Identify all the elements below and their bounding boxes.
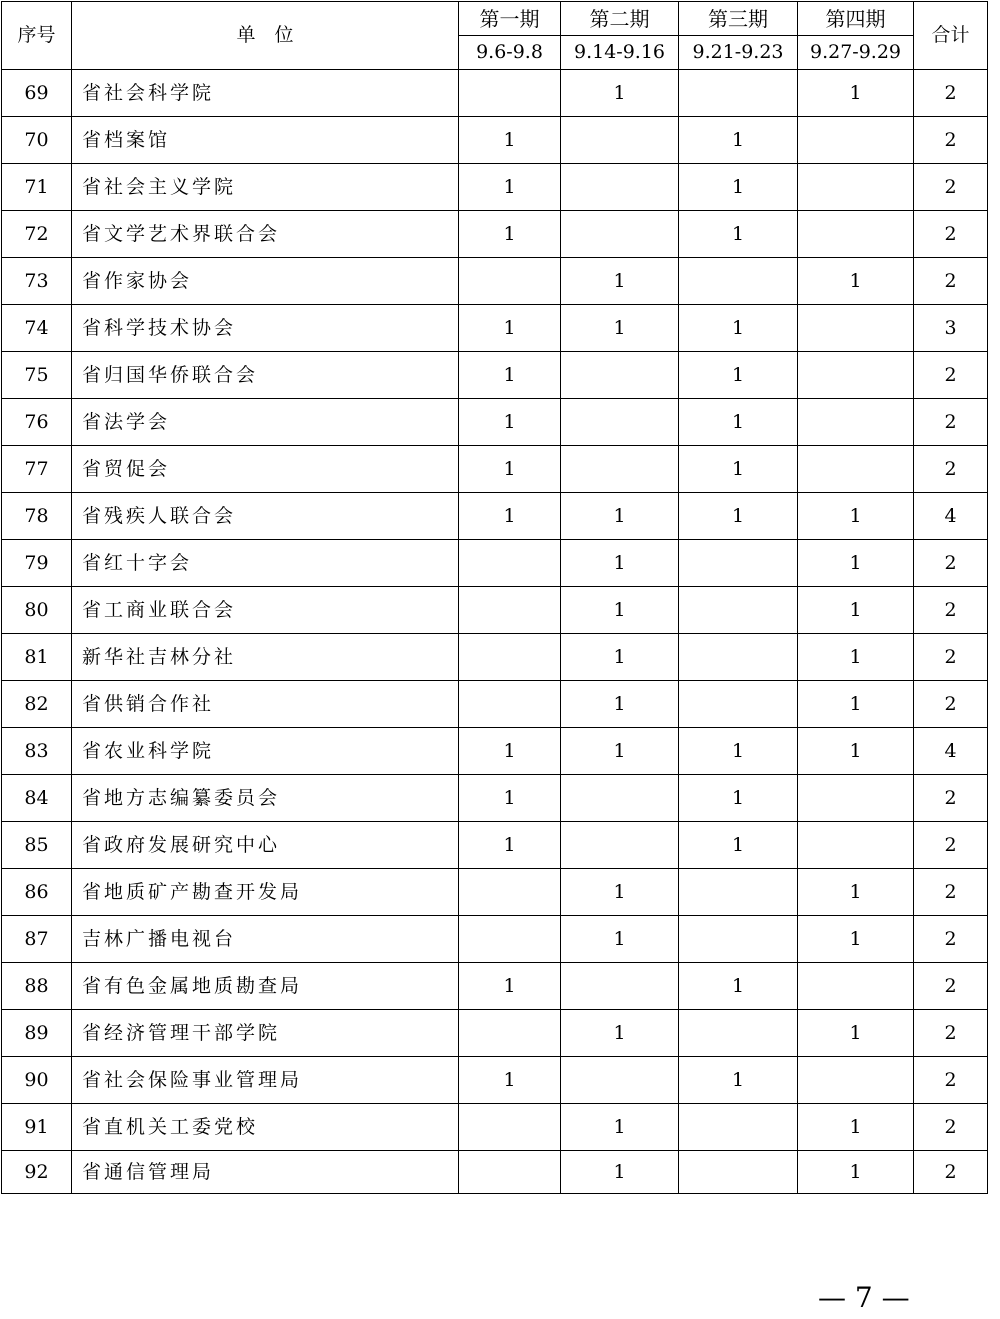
unit-name: 省贸促会 [72,446,459,493]
period-4-count: 1 [798,681,914,728]
table-body [2,70,988,1194]
period-3-count: 1 [679,446,798,493]
period-3-count: 1 [679,352,798,399]
header-total: 合计 [914,2,988,70]
row-total: 2 [914,540,988,587]
period-2-count: 1 [561,540,679,587]
period-2-count [561,446,679,493]
period-4-count: 1 [798,634,914,681]
header-dates-4: 9.27-9.29 [798,36,914,70]
row-total: 2 [914,164,988,211]
period-4-count: 1 [798,70,914,117]
period-3-count: 1 [679,117,798,164]
period-4-count [798,822,914,869]
period-2-count [561,352,679,399]
header-seq: 序号 [2,2,72,70]
period-2-count: 1 [561,587,679,634]
period-4-count: 1 [798,1104,914,1151]
row-number: 90 [2,1057,72,1104]
period-3-count [679,1151,798,1194]
period-4-count [798,446,914,493]
period-2-count: 1 [561,1151,679,1194]
period-1-count: 1 [459,352,561,399]
period-3-count: 1 [679,728,798,775]
unit-name: 省科学技术协会 [72,305,459,352]
table-row [2,634,988,681]
table-row [2,399,988,446]
unit-name: 省文学艺术界联合会 [72,211,459,258]
row-total: 2 [914,1151,988,1194]
table-row [2,117,988,164]
period-1-count [459,634,561,681]
row-total: 2 [914,775,988,822]
row-total: 2 [914,1057,988,1104]
period-4-count [798,305,914,352]
period-3-count [679,869,798,916]
unit-name: 新华社吉林分社 [72,634,459,681]
table-row [2,775,988,822]
row-number: 86 [2,869,72,916]
period-1-count: 1 [459,728,561,775]
unit-name: 省经济管理干部学院 [72,1010,459,1057]
row-number: 70 [2,117,72,164]
period-3-count: 1 [679,1057,798,1104]
row-number: 87 [2,916,72,963]
period-1-count [459,869,561,916]
unit-name: 吉林广播电视台 [72,916,459,963]
period-4-count [798,164,914,211]
period-2-count [561,963,679,1010]
header-period-3: 第三期 [679,2,798,36]
row-total: 2 [914,117,988,164]
row-total: 4 [914,493,988,540]
table-row [2,352,988,399]
period-4-count [798,352,914,399]
period-2-count: 1 [561,493,679,540]
table-row [2,1010,988,1057]
period-1-count: 1 [459,446,561,493]
row-number: 88 [2,963,72,1010]
period-2-count [561,1057,679,1104]
period-1-count: 1 [459,493,561,540]
period-3-count [679,634,798,681]
period-4-count [798,963,914,1010]
row-total: 2 [914,1010,988,1057]
period-4-count [798,211,914,258]
period-4-count: 1 [798,493,914,540]
period-1-count [459,1151,561,1194]
row-number: 80 [2,587,72,634]
period-1-count [459,916,561,963]
row-number: 74 [2,305,72,352]
row-total: 2 [914,634,988,681]
row-total: 2 [914,446,988,493]
table-row [2,211,988,258]
period-3-count [679,540,798,587]
period-4-count [798,775,914,822]
period-2-count: 1 [561,916,679,963]
unit-name: 省社会保险事业管理局 [72,1057,459,1104]
period-3-count [679,258,798,305]
row-total: 2 [914,587,988,634]
table-row [2,1057,988,1104]
unit-name: 省作家协会 [72,258,459,305]
header-dates-1: 9.6-9.8 [459,36,561,70]
unit-name: 省农业科学院 [72,728,459,775]
row-total: 2 [914,352,988,399]
period-4-count: 1 [798,587,914,634]
period-4-count: 1 [798,1010,914,1057]
period-4-count: 1 [798,728,914,775]
header-period-1: 第一期 [459,2,561,36]
unit-name: 省社会主义学院 [72,164,459,211]
row-number: 79 [2,540,72,587]
row-total: 4 [914,728,988,775]
period-2-count: 1 [561,1104,679,1151]
row-total: 2 [914,70,988,117]
period-2-count [561,211,679,258]
period-1-count [459,258,561,305]
period-3-count [679,916,798,963]
row-total: 2 [914,822,988,869]
header-unit: 单 位 [72,2,459,70]
row-total: 2 [914,211,988,258]
period-1-count: 1 [459,305,561,352]
period-3-count [679,1104,798,1151]
period-3-count: 1 [679,399,798,446]
row-number: 73 [2,258,72,305]
period-1-count [459,681,561,728]
row-total: 2 [914,258,988,305]
row-number: 71 [2,164,72,211]
row-total: 2 [914,916,988,963]
period-2-count: 1 [561,681,679,728]
training-schedule-table [1,1,988,1194]
period-4-count: 1 [798,916,914,963]
row-number: 83 [2,728,72,775]
table-row [2,493,988,540]
row-number: 89 [2,1010,72,1057]
table-row [2,164,988,211]
header-dates-2: 9.14-9.16 [561,36,679,70]
period-4-count [798,117,914,164]
period-4-count: 1 [798,258,914,305]
period-2-count: 1 [561,305,679,352]
unit-name: 省归国华侨联合会 [72,352,459,399]
period-3-count [679,587,798,634]
row-total: 2 [914,963,988,1010]
table-row [2,916,988,963]
period-2-count [561,399,679,446]
page-number: — 7 — [818,1281,910,1314]
period-4-count: 1 [798,1151,914,1194]
row-total: 2 [914,1104,988,1151]
period-4-count [798,399,914,446]
unit-name: 省通信管理局 [72,1151,459,1194]
period-1-count: 1 [459,963,561,1010]
unit-name: 省直机关工委党校 [72,1104,459,1151]
period-2-count [561,822,679,869]
period-3-count [679,70,798,117]
row-number: 78 [2,493,72,540]
period-1-count: 1 [459,1057,561,1104]
unit-name: 省供销合作社 [72,681,459,728]
period-3-count: 1 [679,211,798,258]
period-3-count [679,1010,798,1057]
unit-name: 省社会科学院 [72,70,459,117]
row-number: 76 [2,399,72,446]
period-3-count: 1 [679,305,798,352]
period-4-count: 1 [798,869,914,916]
row-number: 82 [2,681,72,728]
header-dates-3: 9.21-9.23 [679,36,798,70]
period-3-count: 1 [679,963,798,1010]
row-total: 2 [914,869,988,916]
header-period-2: 第二期 [561,2,679,36]
row-total: 2 [914,399,988,446]
period-4-count: 1 [798,540,914,587]
table-row [2,869,988,916]
period-1-count [459,540,561,587]
table-row [2,70,988,117]
period-3-count: 1 [679,493,798,540]
unit-name: 省法学会 [72,399,459,446]
period-2-count: 1 [561,1010,679,1057]
table-row [2,540,988,587]
table-row [2,1104,988,1151]
row-number: 77 [2,446,72,493]
row-number: 91 [2,1104,72,1151]
period-3-count: 1 [679,822,798,869]
table-row [2,728,988,775]
unit-name: 省有色金属地质勘查局 [72,963,459,1010]
period-3-count: 1 [679,775,798,822]
period-1-count: 1 [459,117,561,164]
period-1-count: 1 [459,822,561,869]
row-total: 3 [914,305,988,352]
period-2-count [561,775,679,822]
period-2-count: 1 [561,634,679,681]
unit-name: 省地方志编纂委员会 [72,775,459,822]
unit-name: 省残疾人联合会 [72,493,459,540]
period-1-count: 1 [459,164,561,211]
row-total: 2 [914,681,988,728]
row-number: 81 [2,634,72,681]
period-2-count: 1 [561,70,679,117]
row-number: 72 [2,211,72,258]
header-period-4: 第四期 [798,2,914,36]
unit-name: 省地质矿产勘查开发局 [72,869,459,916]
table-row [2,822,988,869]
unit-name: 省工商业联合会 [72,587,459,634]
period-1-count [459,1104,561,1151]
period-2-count [561,117,679,164]
row-number: 69 [2,70,72,117]
row-number: 92 [2,1151,72,1194]
table-header [2,2,988,70]
period-3-count [679,681,798,728]
period-1-count: 1 [459,211,561,258]
unit-name: 省红十字会 [72,540,459,587]
row-number: 75 [2,352,72,399]
unit-name: 省政府发展研究中心 [72,822,459,869]
unit-name: 省档案馆 [72,117,459,164]
period-1-count: 1 [459,775,561,822]
row-number: 84 [2,775,72,822]
table-row [2,587,988,634]
period-1-count [459,587,561,634]
period-3-count: 1 [679,164,798,211]
period-2-count: 1 [561,728,679,775]
table-row [2,681,988,728]
table-row [2,258,988,305]
period-2-count: 1 [561,258,679,305]
row-number: 85 [2,822,72,869]
period-2-count [561,164,679,211]
table-row [2,1151,988,1194]
period-2-count: 1 [561,869,679,916]
table-row [2,305,988,352]
period-1-count: 1 [459,399,561,446]
period-4-count [798,1057,914,1104]
period-1-count [459,1010,561,1057]
table-row [2,446,988,493]
period-1-count [459,70,561,117]
table-row [2,963,988,1010]
